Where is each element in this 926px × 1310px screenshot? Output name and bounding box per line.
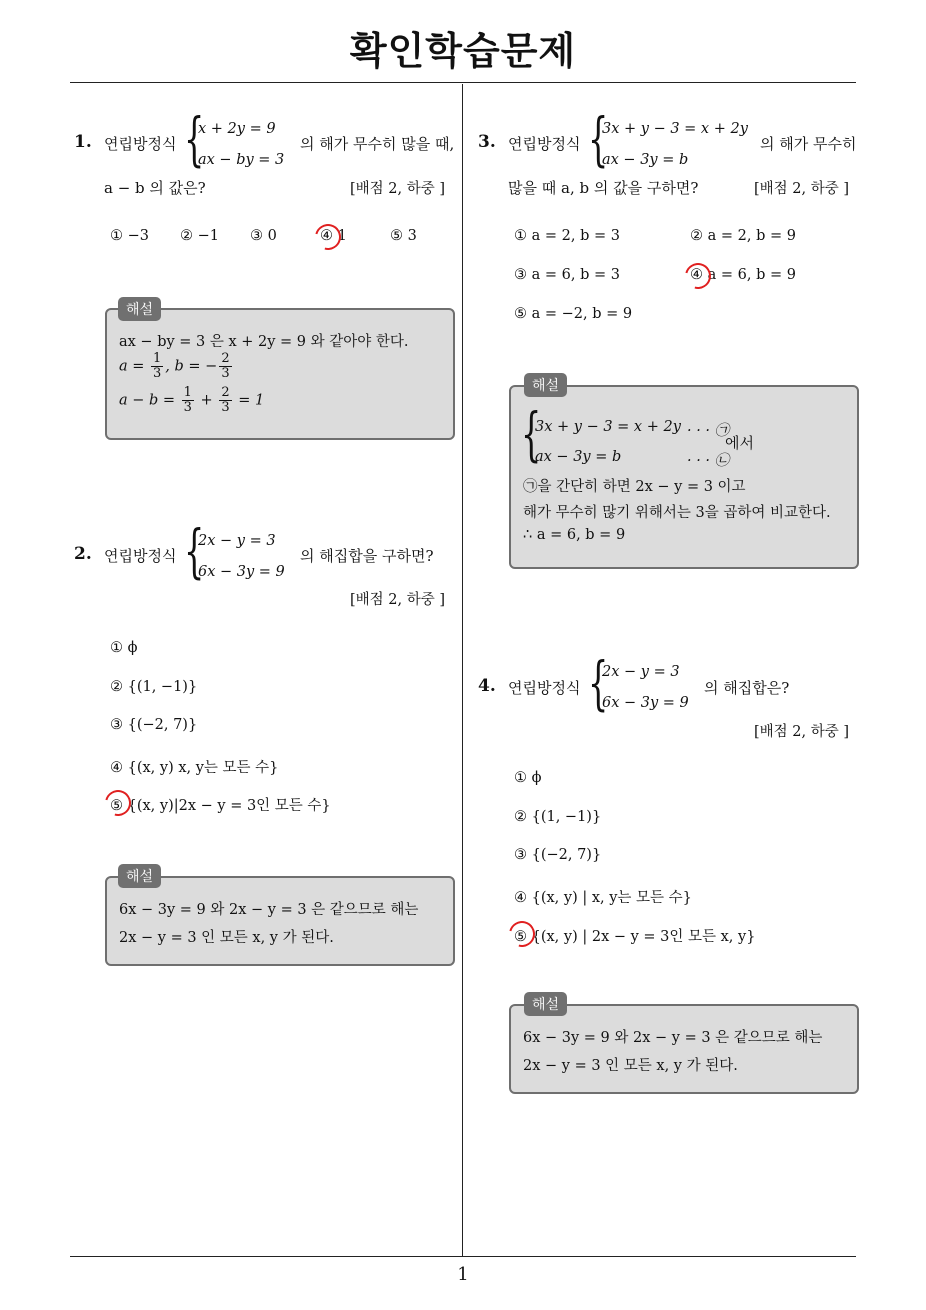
solution-equation-1: 3x + y − 3 = x + 2y: [535, 419, 681, 435]
system-brace: {: [521, 400, 542, 468]
answer-circle-mark: [680, 258, 716, 294]
equation-1: x + 2y = 9: [198, 121, 276, 137]
solution-line: 2x − y = 3 인 모든 x, y 가 된다.: [119, 930, 334, 946]
solution-box: [509, 1004, 859, 1094]
choice-5[interactable]: ⑤ {(x, y)|2x − y = 3인 모든 수}: [110, 798, 331, 814]
answer-circle-mark: [100, 785, 136, 821]
score-meta: [배점 2, 하중 ]: [350, 181, 446, 197]
choice-1[interactable]: ① ϕ: [110, 640, 138, 656]
equation-1: 3x + y − 3 = x + 2y: [602, 121, 748, 137]
solution-line: 6x − 3y = 9 와 2x − y = 3 은 같으므로 해는: [119, 902, 419, 918]
choice-4[interactable]: ④ {(x, y) | x, y는 모든 수}: [514, 890, 692, 906]
answer-circle-mark: [310, 219, 346, 255]
solution-line: ax − by = 3 은 x + 2y = 9 와 같아야 한다.: [119, 334, 409, 350]
question-suffix: 의 해집합을 구하면?: [300, 547, 434, 565]
solution-line: ㉠을 간단히 하면 2x − y = 3 이고: [523, 479, 746, 495]
solution-box: [105, 876, 455, 966]
equation-marker: · · · ㉡: [687, 453, 730, 469]
column-divider: [462, 84, 463, 1256]
choice-3[interactable]: ③ {(−2, 7)}: [514, 847, 602, 863]
solution-tag: 해설: [118, 297, 161, 321]
solution-tag: 해설: [524, 373, 567, 397]
solution-box: [509, 385, 859, 569]
question-suffix: 의 해가 무수히: [760, 135, 857, 153]
choice-2[interactable]: ② {(1, −1)}: [514, 809, 602, 825]
equation-1: 2x − y = 3: [602, 664, 680, 680]
answer-circle-mark: [504, 916, 540, 952]
choice-4[interactable]: ④ 1: [320, 228, 347, 244]
choice-2[interactable]: ② a = 2, b = 9: [690, 228, 796, 244]
system-brace: {: [184, 517, 205, 585]
choice-1[interactable]: ① a = 2, b = 3: [514, 228, 620, 244]
solution-line: ∴ a = 6, b = 9: [523, 527, 626, 543]
choice-3[interactable]: ③ a = 6, b = 3: [514, 267, 620, 283]
choice-4[interactable]: ④ {(x, y) x, y는 모든 수}: [110, 760, 279, 776]
page-title: 확인학습문제: [349, 29, 577, 73]
solution-line: a − b = $\frac{1}{3}$ + $\frac{2}{3}$ = 1: [119, 385, 265, 415]
equation-2: 6x − 3y = 9: [198, 564, 285, 580]
solution-equation-2: ax − 3y = b: [535, 449, 622, 465]
header-rule: [70, 82, 856, 83]
question-prefix: 연립방정식: [508, 135, 581, 153]
choice-2[interactable]: ② −1: [180, 228, 219, 244]
solution-line: a = $\frac{1}{3}$ , b = − $\frac{2}{3}$: [119, 351, 230, 381]
system-brace: {: [588, 649, 609, 717]
choice-1[interactable]: ① −3: [110, 228, 149, 244]
solution-tag: 해설: [524, 992, 567, 1016]
choice-3[interactable]: ③ {(−2, 7)}: [110, 717, 198, 733]
question-suffix: 의 해집합은?: [704, 679, 790, 697]
equation-2: ax − by = 3: [198, 152, 285, 168]
question-line-2: 많을 때 a, b 의 값을 구하면?: [508, 179, 699, 197]
question-line-2: a − b 의 값은?: [104, 179, 206, 197]
question-prefix: 연립방정식: [508, 679, 581, 697]
question-number: 1.: [74, 132, 92, 152]
choice-2[interactable]: ② {(1, −1)}: [110, 679, 198, 695]
choice-5[interactable]: ⑤ 3: [390, 228, 417, 244]
solution-line: 6x − 3y = 9 와 2x − y = 3 은 같으므로 해는: [523, 1030, 823, 1046]
solution-line: 해가 무수히 많기 위해서는 3을 곱하여 비교한다.: [523, 505, 831, 521]
page-number: 1: [457, 1264, 469, 1285]
footer-rule: [70, 1256, 856, 1257]
choice-5[interactable]: ⑤ a = −2, b = 9: [514, 306, 633, 322]
question-number: 4.: [478, 676, 496, 696]
solution-line: 2x − y = 3 인 모든 x, y 가 된다.: [523, 1058, 738, 1074]
question-number: 2.: [74, 544, 92, 564]
solution-box: [105, 308, 455, 440]
choice-4[interactable]: ④ a = 6, b = 9: [690, 267, 796, 283]
equation-2: ax − 3y = b: [602, 152, 689, 168]
question-number: 3.: [478, 132, 496, 152]
choice-1[interactable]: ① ϕ: [514, 770, 542, 786]
question-prefix: 연립방정식: [104, 135, 177, 153]
equation-1: 2x − y = 3: [198, 533, 276, 549]
question-prefix: 연립방정식: [104, 547, 177, 565]
score-meta: [배점 2, 하중 ]: [350, 592, 446, 608]
question-suffix: 의 해가 무수히 많을 때,: [300, 135, 455, 153]
choice-3[interactable]: ③ 0: [250, 228, 277, 244]
system-brace: {: [588, 105, 609, 173]
solution-tag: 해설: [118, 864, 161, 888]
choice-5[interactable]: ⑤ {(x, y) | 2x − y = 3인 모든 x, y}: [514, 929, 756, 945]
system-brace: {: [184, 105, 205, 173]
solution-equation-suffix: 에서: [725, 434, 754, 452]
equation-2: 6x − 3y = 9: [602, 695, 689, 711]
equation-marker: · · · ㉠: [687, 423, 730, 439]
score-meta: [배점 2, 하중 ]: [754, 181, 850, 197]
score-meta: [배점 2, 하중 ]: [754, 724, 850, 740]
